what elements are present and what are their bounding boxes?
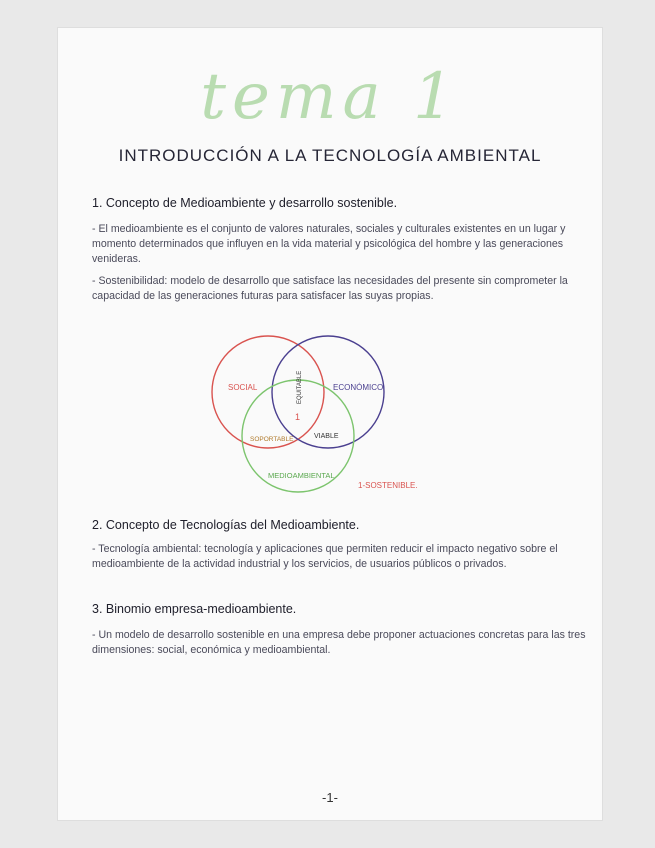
section-heading-3: 3. Binomio empresa-medioambiente. xyxy=(92,602,297,616)
label-soportable: SOPORTABLE xyxy=(250,436,294,443)
section-heading-1: 1. Concepto de Medioambiente y desarrollo sostenible. xyxy=(92,196,398,210)
section-3-paragraph-1: - Un modelo de desarrollo sostenible en una empresa debe proponer actuaciones concretas para las tres dimensiones: social, económica y medioambiental. xyxy=(92,629,586,656)
label-note: 1-SOSTENIBLE. xyxy=(358,481,418,490)
page-subtitle: INTRODUCCIÓN A LA TECNOLOGÍA AMBIENTAL xyxy=(118,146,542,165)
section-1-paragraph-2: - Sostenibilidad: modelo de desarrollo que satisface las necesidades del presente sin comprometer la capacidad de las generaciones futuras para satisfacer las suyas propias. xyxy=(92,275,568,302)
circle-economico xyxy=(272,336,384,448)
circle-social xyxy=(212,336,324,448)
page-title: tema 1 xyxy=(200,60,460,134)
label-viable: VIABLE xyxy=(314,433,339,440)
label-medioambiental: MEDIOAMBIENTAL xyxy=(268,471,335,480)
label-social: SOCIAL xyxy=(228,383,258,392)
label-equitable: EQUITABLE xyxy=(297,370,303,404)
page-number: -1- xyxy=(322,790,338,805)
section-heading-2: 2. Concepto de Tecnologías del Medioambiente. xyxy=(92,518,360,532)
section-2-paragraph-1: - Tecnología ambiental: tecnología y aplicaciones que permiten reducir el impacto negativo sobre el medioambiente de la actividad industrial y los servicios, de usuarios públicos o privados. xyxy=(92,543,558,570)
label-economico: ECONÓMICO xyxy=(333,383,384,392)
sustainability-venn-diagram xyxy=(198,328,438,494)
label-center: 1 xyxy=(295,412,301,422)
section-1-paragraph-1: - El medioambiente es el conjunto de valores naturales, sociales y culturales existentes en un lugar y momento determinados que influyen en la vida material y psicológica del hombre y las generaciones venideras. xyxy=(92,223,566,265)
notebook-page xyxy=(58,28,602,820)
